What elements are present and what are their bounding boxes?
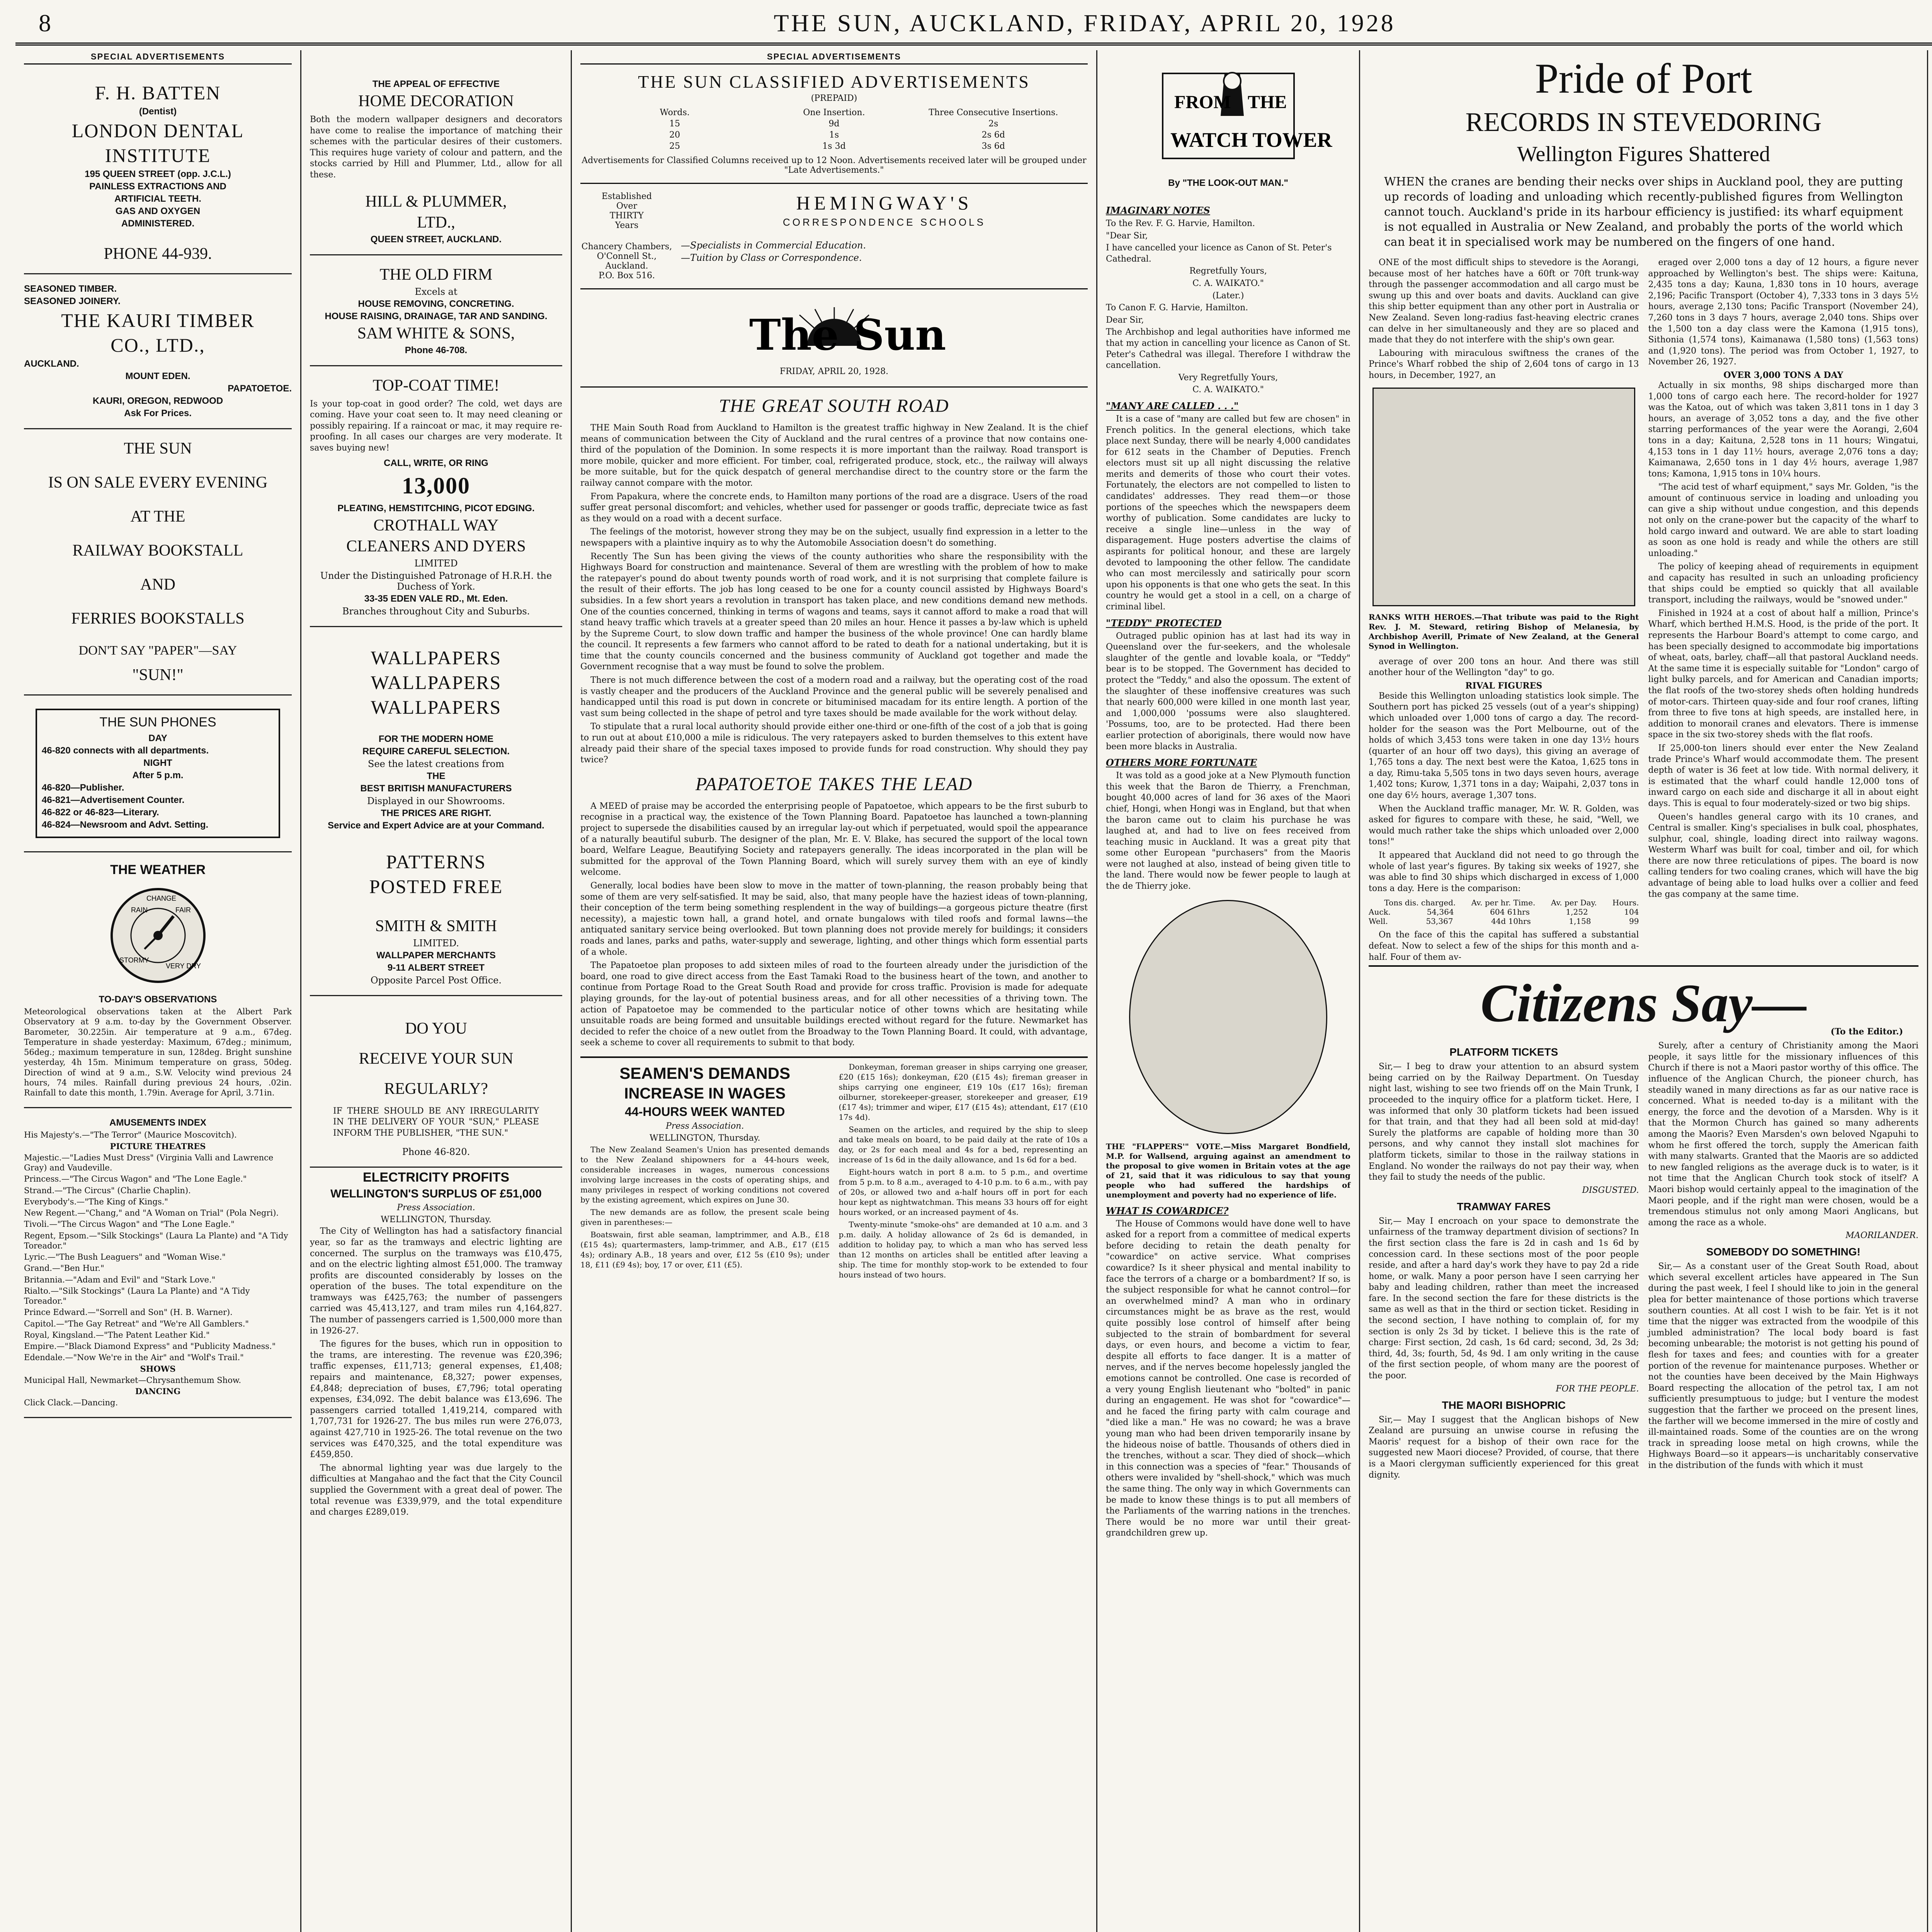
amusements-list [24,1130,292,1408]
story-paragraph: Beside this Wellington unloading statistics look simple. The Southern port has picked 25 vessels (out of a year's shipping) which unloaded over 1,000 tons of cargo a day. The record-holder for the season was the Port Melbourne, out of the holds of which 3,453 tons were taken in one day 13½ hours (quarter of an hour off two days), this giving an average of 1,765 tons a day. The next best were the Katoa, 1,625 tons in a day, Rimu-taka 5,505 tons in two days seven hours, average 1,402 tons; Kurow, 1,371 tons in a day; Waipahi, 2,037 tons in one day 6½ hours, average 1,307 tons. [1369,691,1639,801]
obs-text: Meteorological observations taken at the Albert Park Observatory at 9 a.m. to-day by the Government Observer. Barometer, 30.225in. Air temperature at 9 a.m., 67deg. Temperature in shade yesterday: Maximum, 67deg.; minimum, 56deg.; maximum temperature in sun, 128deg. Bright sunshine yesterday, 4h 15m. Minimum temperature on grass, 50deg. Direction of wind at 9 a.m., S.W. Velocity wind previous 24 hours, 74 miles. Rainfall during previous 24 hours, .02in. Rainfall to date this month, 1.79in. Average for April, 3.71in. [24,1007,292,1097]
story-paragraph: The City of Wellington has had a satisfactory financial year, so far as the tramways and electric lighting are concerned. The surplus on the tramways was £10,475, and on the electric lighting almost £51,000. The tramway profits are discounted considerably by losses on the operation of the buses. The total expenditure on the tramways was £425,763; the number of passengers carried was 45,413,127, and tram miles run 4,164,827. The number of passengers carried is 1,500,000 more than in 1926-27. [310,1226,562,1336]
ad-heading: CORRESPONDENCE SCHOOLS [783,216,986,228]
home-decoration-ad [310,70,562,255]
table-cell: Hours. [1612,898,1639,908]
phones-line: 46-824—Newsroom and Advt. Setting. [42,820,209,830]
ad-line: Established [601,192,652,201]
story-byline: Press Association. [666,1121,744,1131]
story-paragraph: Twenty-minute "smoke-ohs" are demanded at 10 a.m. and 3 p.m. daily. A holiday allowance of 2s 6d is demanded, in addition to holiday pay, to which a man who has served less than 12 months on articles shall be entitled after leaving a ship. The time for monthly stop-work to be extended to four hours instead of two hours. [838,1219,1088,1279]
page-number: 8 [39,9,51,37]
story-crosshead: RIVAL FIGURES [1465,680,1543,691]
amusement-item: PICTURE THEATRES [110,1141,206,1151]
editorial-headline: THE GREAT SOUTH ROAD [719,396,949,416]
story-paragraph: Boatswain, first able seaman, lamptrimmer, and A.B., £18 (£15 4s); quartermasters, lamp-trimmer, and A.B., £17 (£15 4s); ordinary A.B., 18 years and over, £12 5s (£10 9s); under 18, £11 (£9 4s); boy, 17 or over, £11 (£5). [580,1230,830,1269]
amusement-item: Municipal Hall, Newmarket—Chrysanthemum Show. [24,1375,242,1385]
rates-cell: 2s 6d [981,130,1005,140]
rates-cell: 1s [829,130,839,140]
phones-title: THE SUN PHONES [99,715,216,730]
rates-cell: 9d [828,119,840,129]
letter-body: Sir,— As a constant user of the Great South Road, about which several excellent articles have appeared in The Sun during the past week, I feel I should like to join in the general plea for better maintenance of those portions which traverse southern counties. At all cost I wish to be fair. Yet is it not time that the nigger was extracted from the woodpile of this jumbled administration? The local body board is fast becoming unbearable; the motorist is not getting his pound of flesh for taxes and fees; and counties with for a greater portion of the revenue for maintenance purposes. Whether or not the counties have been deceived by the Main Highways Board respecting the allocation of the petrol tax, I am not sufficiently presumptuous to judge; but I venture the modest suggestion that the farther we proceed on the present lines, the farther will we become immersed in the mire of costly and ill-maintained roads. Some of the counties are on the wrong track in spreading loose metal on high crowns, while the Highways Board—so it appears—is uncharitably conservative in the distribution of the funds with which it must [1648,1262,1918,1470]
story-paragraph: It appeared that Auckland did not need to go through the whole of last year's figures. By taking six weeks of 1927, she was able to find 30 ships which discharged in excess of 1,000 tons a day. Here is the comparison: [1369,850,1639,893]
section-headline: Citizens Say— [1369,965,1918,1034]
ad-line: —Tuition by Class or Correspondence. [681,252,862,263]
letter-line: (Later.) [1212,291,1244,301]
ad-line: Ask For Prices. [124,408,192,418]
phones-line: 46-821—Advertisement Counter. [42,795,185,805]
ad-line: THE [427,770,446,781]
rates-cell: 25 [669,141,680,151]
column-5 [1360,50,1928,1932]
ad-line: LIMITED. [413,937,459,949]
logo-text: WATCH TOWER [1170,128,1332,151]
ad-line: QUEEN STREET, AUCKLAND. [370,234,502,245]
bondfield-portrait [1129,900,1327,1134]
dial-label: FAIR [175,906,191,914]
story-dateline: WELLINGTON, Thursday. [650,1133,760,1143]
story-headline: SEAMEN'S DEMANDS [619,1064,791,1082]
ad-line: Service and Expert Advice are at your Command. [328,820,544,831]
ad-line: GAS AND OXYGEN [115,206,201,216]
ad-line: Displayed in our Showrooms. [367,795,505,806]
ad-line: LIMITED [414,558,458,569]
logo-text: THE [1247,92,1287,112]
ad-line: AUCKLAND. [24,359,79,369]
item-heading: OTHERS MORE FORTUNATE [1106,757,1257,769]
ad-line: Years [615,221,639,230]
item-heading: "TEDDY" PROTECTED [1106,617,1222,629]
table-cell: 53,367 [1426,917,1453,926]
story-subhead: WELLINGTON'S SURPLUS OF £51,000 [330,1187,542,1201]
rates-header: One Insertion. [803,108,865,117]
phones-box [36,709,280,838]
ad-heading: HOME DECORATION [358,92,514,110]
topcoat-ad [310,366,562,627]
ad-heading: SMITH & SMITH [375,917,497,935]
table-cell: 1,252 [1566,907,1588,917]
section-label: SPECIAL ADVERTISEMENTS [24,50,292,65]
ad-heading: POSTED FREE [369,875,503,897]
amusement-item: Regent, Epsom.—"Silk Stockings" (Laura La Plante) and "A Tidy Toreador." [24,1231,288,1250]
ad-heading: "SUN!" [132,666,184,684]
ad-line: KAURI, OREGON, REDWOOD [92,396,223,406]
table-cell: 604 61hrs [1490,907,1530,917]
story-paragraph: "The acid test of wharf equipment," says Mr. Golden, "is the amount of continuous service in loading and unloading you can give a ship without undue congestion, and this depends not only on the crane-power but the capacity of the wharf to hold cargo inward and outward. We are able to start loading as soon as one hold is ready and while the others are still unloading." [1648,482,1918,558]
rates-cell: 20 [669,130,680,140]
weather-section [24,852,292,1108]
amusement-item: Rialto.—"Silk Stockings" (Laura La Plante) and "A Tidy Toreador." [24,1286,250,1306]
letter-body: Sir,— I beg to draw your attention to an absurd system being carried on by the Railway Department. On Tuesday night last, wishing to see two friends off on the Main Trunk, I proceeded to the inquiry office for a platform ticket. Here, I was informed that only 30 platform tickets had been issued for that train, and that they had all been sold at mid-day! Surely the platforms are capable of holding more than 30 persons, and why cannot they install slot machines for platform tickets, similar to those in the railway stations in England. No wonder the railways do not pay their way, when they fail to study the needs of the public. [1369,1062,1639,1182]
amusement-item: New Regent.—"Chang," and "A Woman on Trial" (Pola Negri). [24,1208,279,1218]
barometer-icon [108,885,208,986]
photo-caption: THE "FLAPPERS'" VOTE.—Miss Margaret Bondfield, M.P. for Wallsend, arguing against an amendment to the proposal to give women in Britain votes at the age of 21, said that it was ridiculous to say that young people who had suffered the hardships of unemployment and poverty had no experience of life. [1106,1141,1350,1199]
story-subhead: 44-HOURS WEEK WANTED [625,1104,785,1119]
ad-line: Phone 46-820. [402,1146,470,1158]
ad-heading: CO., LTD., [111,334,205,356]
ad-line: —Specialists in Commercial Education. [681,240,866,251]
letter-heading: PLATFORM TICKETS [1449,1046,1558,1058]
amusement-item: DANCING [135,1386,181,1396]
letter-line: To the Rev. F. G. Harvie, Hamilton. [1106,219,1255,228]
phones-line: After 5 p.m. [132,770,184,781]
ad-line: (Dentist) [139,106,177,117]
story-paragraph: Donkeyman, foreman greaser in ships carrying one greaser, £20 (£15 16s); donkeyman, £20 (£15 4s); fireman greaser in ships carrying one engineer, £19 10s (£17 16s); fireman oilburner, storekeeper-greaser, storekeeper and greaser, £19 (£17 4s); trimmer and wiper, £17 (£15 4s); attendant, £17 (£10 17s 4d). [838,1062,1088,1122]
ad-heading: INSTITUTE [105,145,211,166]
hemingway-ad [580,184,1088,289]
ad-heading: THE SUN [124,440,192,457]
story-paragraph: The feelings of the motorist, however strong they may be on the subject, usually find expression in a letter to the newspapers with a plaintive inquiry as to why the Automobile Association doesn't do something. [580,527,1088,548]
ad-line: BEST BRITISH MANUFACTURERS [360,783,512,794]
item-heading: "MANY ARE CALLED . . ." [1106,400,1239,412]
ad-body: Both the modern wallpaper designers and decorators have come to realise the importance of matching their schemes with the particular desires of their customers. This requires huge variety of colour and pattern, and the stocks carried by Hill and Plummer, Ltd., allow for all these. [310,115,562,180]
story-subhead: INCREASE IN WAGES [624,1085,786,1102]
ad-line: ARTIFICIAL TEETH. [114,194,201,204]
ad-phone: PHONE 44-939. [104,245,212,263]
story-byline: Press Association. [397,1203,475,1213]
ad-heading: DO YOU [405,1019,467,1037]
ad-line: Chancery Chambers, [581,242,672,252]
logo-text: FROM [1174,92,1231,112]
column-6 [1928,50,1932,1932]
ad-line: MOUNT EDEN. [125,371,190,381]
section-sub: (To the Editor.) [1830,1027,1903,1037]
story-headline: ELECTRICITY PROFITS [362,1170,510,1185]
paper-date: FRIDAY, APRIL 20, 1928. [779,367,889,376]
letter-line: C. A. WAIKATO." [1192,385,1264,395]
sun-phones-ad [24,696,292,852]
ad-heading: REGULARLY? [384,1080,488,1098]
column-2 [301,50,572,1932]
ad-heading: THE KAURI TIMBER [61,310,255,331]
ad-heading: HILL & PLUMMER, [365,192,507,211]
story-subhead: RECORDS IN STEVEDORING [1465,107,1822,137]
ad-line: 33-35 EDEN VALE RD., Mt. Eden. [364,593,508,604]
letter-body: Surely, after a century of Christianity among the Maori people, it says little for the missionary influences of this Church if there is not a Maori pastor worthy of this office. The influence of the Anglican Church, the pioneer church, has steadily waned in many directions as far as our native race is concerned. What is needed to-day is a militant with the energy, the force and the devotion of a Marsden. Why is it that the Mormon Church has gained so many adherents among the Maoris? Even Marsden's own beloved Ngapuhi to whom he first offered the torch, supply the American faith with many stalwarts. Granted that the Maoris are so addicted to new fangled religions as the average duck is to water, is it not time that the Anglican Church took stock of itself? A Maori bishop would certainly appeal to the imagination of the Maori people, and if the right man were chosen, would be a tremendous stimulus not only among Maori Anglicans, but among the race as a whole. [1648,1041,1918,1228]
ad-heading: WALLPAPERS [371,646,502,668]
table-cell: 1,158 [1569,917,1591,926]
ad-line: See the latest creations from [368,758,504,769]
story-paragraph: A MEED of praise may be accorded the enterprising people of Papatoetoe, which appears to be the first suburb to recognise in a practical way, the existence of the Town Planning Board. Papatoetoe has launched a town-planning project to supersede the disabilities caused by an irregular lay-out which if perpetuated, would spoil the appearance of a naturally beautiful suburb. The designer of the plan, Mr. E. V. Blake, has secured the support of the local town board, Welfare League, Beautifying Society and ratepayers generally. The ideas incorporated in the plan will be submitted for the approval of the Town Planning Board, which will surely survey them with an eye of kindly welcome. [580,801,1088,878]
letter-body: Sir,— May I encroach on your space to demonstrate the unfairness of the tramway department division of sections? In the first section class the fare is 2d in cash and 1s 6d by concession card. In these sections most of the poor people reside, and after a hard day's work they have to pay 2d a ride home, or walk. Many a poor person have I seen carrying her baby and leading children, rather than meet the increased fare. In the second section the fare for these districts is the same as well as that in the third or section ticket. Residing in the second section, I have nothing to complain of, for my section is only 2s 3d by ticket. I believe this is the rate of charge: First section, 2d cash, 1s 6d card; second, 3d, 2s 3d; third, 4d, 3s; fourth, 5d, 4s 9d. I am only writing in the cause of the first section people, of whom many are the poorest of the poor. [1369,1216,1639,1381]
item-heading: IMAGINARY NOTES [1106,205,1210,216]
ad-phone: 13,000 [402,473,470,498]
amusement-item: Capitol.—"The Gay Retreat" and "We're All Gamblers." [24,1319,249,1328]
ad-heading: AND [140,576,175,594]
ad-heading: PATTERNS [386,850,486,872]
ad-heading: RECEIVE YOUR SUN [359,1049,514,1068]
editorial-papatoetoe [580,774,1088,1049]
story-paragraph: Recently The Sun has been giving the views of the county authorities who share the responsibility with the Highways Board for construction and maintenance. Several of them are wrestling with the problem of how to make the ratepayer's pound do about twenty pounds worth of road work, and it is not surprising that complete failure is the result of their efforts. The job has long ceased to be one for a county council assisted by Highways Board's subsidies. In a few short years a revolution in transport has taken place, and new conditions demand new methods. One of the counties concerned, thinking in terms of wagons and teams, says it cannot afford to make a road that will stand heavy traffic which travels at a greater speed than 20 miles an hour. Hence it passes a by-law which is upheld by the Supreme Court, to slow down traffic and hamper the business of the whole province! One can hardly blame the council. It represents a few farmers who cannot afford to be rated to death for a national undertaking, but it is time that the county councils concerned and the business community of Auckland got together and made the Government recognise that a way must be found to solve the problem. [580,551,1088,672]
ad-line: FOR THE MODERN HOME [378,733,494,744]
amusement-item: Strand.—"The Circus" (Charlie Chaplin). [24,1185,191,1195]
amusement-item: Edendale.—"Now We're in the Air" and "Wolf's Trail." [24,1353,244,1362]
ad-line: 9-11 ALBERT STREET [387,962,485,973]
ad-line: SEASONED JOINERY. [24,296,121,306]
story-paragraph: When the Auckland traffic manager, Mr. W. R. Golden, was asked for figures to compare with these, he said, "Well, we would much rather take the ships which unloaded over 2,000 tons!" [1369,804,1639,847]
ad-heading: HEMINGWAY'S [796,192,973,214]
ad-heading: LTD., [417,213,455,231]
amusement-item: Majestic.—"Ladies Must Dress" (Virginia Valli and Lawrence Gray) and Vaudeville. [24,1153,274,1172]
ad-line: SEASONED TIMBER. [24,284,117,294]
ad-line: CALL, WRITE, OR RING [384,457,488,468]
amusement-item: Tivoli.—"The Circus Wagon" and "The Lone Eagle." [24,1219,235,1229]
electricity-story [310,1170,562,1518]
story-headline: Pride of Port [1535,55,1752,102]
watch-tower-icon [1147,58,1332,174]
table-cell: Auck. [1369,907,1391,917]
letter-signature: DISGUSTED. [1582,1185,1639,1195]
ad-heading: IS ON SALE EVERY EVENING [48,474,268,492]
letter-line: I have cancelled your licence as Canon of St. Peter's Cathedral. [1106,243,1332,264]
ad-line: Phone 46-708. [405,345,468,355]
amusement-item: Prince Edward.—"Sorrell and Son" (H. B. Warner). [24,1308,233,1317]
letter-line: Regretfully Yours, [1189,266,1267,276]
column-4 [1097,50,1360,1932]
phones-line: 46-820 connects with all departments. [42,745,209,756]
phones-line: 46-820—Publisher. [42,782,124,793]
dial-label: STORMY [119,956,149,964]
story-paragraph: ONE of the most difficult ships to stevedore is the Aorangi, because most of her hatches have a 60ft or 70ft trunk-way through the passenger accommodation and all cargo must be swung up this and over boats and davits. Auckland can give this ship better equipment than any other port in Australia or New Zealand. Seven long-radius fast-heaving electric cranes can delve in her simultaneously and they are so placed and made that they do not interfere with the ship's own gear. [1369,258,1639,345]
phones-line: 46-822 or 46-823—Literary. [42,807,159,818]
letter-heading: THE MAORI BISHOPRIC [1442,1399,1566,1411]
table-cell: Well. [1369,917,1388,926]
amusement-item: SHOWS [140,1364,176,1374]
story-paragraph: On the face of this the capital has suffered a substantial defeat. Now to select a few of the ships for this month and a-half. Four of them av- [1369,930,1639,962]
kauri-ad [24,274,292,429]
receive-sun-ad [310,996,562,1168]
old-firm-ad [310,255,562,366]
dial-label: VERY DRY [165,962,201,970]
ad-heading: THE OLD FIRM [379,265,493,284]
rates-header: Words. [660,108,690,117]
ad-line: Under the Distinguished Patronage of H.R.H. the Duchess of York. [320,570,552,592]
ad-line: THE APPEAL OF EFFECTIVE [372,79,500,89]
editorial-headline: PAPATOETOE TAKES THE LEAD [695,774,973,794]
amusement-item: Royal, Kingsland.—"The Patent Leather Kid." [24,1330,210,1340]
dial-label: RAIN [131,906,148,914]
column-1 [15,50,301,1932]
ad-heading: SAM WHITE & SONS, [357,324,515,342]
table-cell: Tons dis. charged. [1384,898,1456,908]
letter-heading: SOMEBODY DO SOMETHING! [1706,1246,1861,1258]
letter-line: C. A. WAIKATO." [1192,278,1264,288]
amusement-item: Grand.—"Ben Hur." [24,1264,104,1273]
ad-line: PAINLESS EXTRACTIONS AND [89,181,226,192]
ad-body: IF THERE SHOULD BE ANY IRREGULARITY IN THE DELIVERY OF YOUR "SUN," PLEASE INFORM THE PUBLISHER, "THE SUN." [333,1106,539,1138]
rates-header: Three Consecutive Insertions. [929,108,1058,117]
ad-line: PLEATING, HEMSTITCHING, PICOT EDGING. [337,503,535,514]
story-paragraph: average of over 200 tons an hour. And there was still another hour of the Wellington "day" to go. [1369,656,1639,678]
ad-line: THIRTY [610,211,644,221]
phones-line: NIGHT [143,758,172,768]
ad-line: Auckland. [605,261,648,271]
classified-rates [580,71,1088,184]
rates-cell: 2s [988,119,998,129]
imaginary-notes [1106,205,1350,396]
amusements-index [24,1108,292,1418]
amusement-item: Britannia.—"Adam and Evil" and "Stark Love." [24,1275,216,1284]
story-paragraph: Queen's handles general cargo with its 10 cranes, and Central is smaller. King's specialises in bulk coal, phosphates, sulphur, coal, shingle, loading direct into railway wagons. Westerm Wharf was built for coal, timber and oil, for which there are now three reticulations of pipes. The board is now calling tenders for two coaling cranes, which will have the big advantage of being able to load hulks over a collier and feed the gas company at the same time. [1648,812,1918,899]
ad-heading: AT THE [130,508,185,526]
dial-label: CHANGE [146,895,176,902]
masthead-title: THE SUN, AUCKLAND, FRIDAY, APRIL 20, 1928 [774,9,1396,37]
letter-heading: TRAMWAY FARES [1457,1200,1551,1213]
ad-heading: RAILWAY BOOKSTALL [72,542,243,560]
ad-heading: LONDON DENTAL [71,120,244,141]
story-paragraph: The figures for the buses, which run in opposition to the trams, are interesting. The revenue was £20,396; traffic expenses, £11,713; general expenses, £1,408; repairs and maintenance, £8,327; power expenses, £4,848; depreciation of buses, £7,796; total operating expenses, £34,092. The debit balance was £13,696. The passengers carried totalled 1,419,214, compared with 1,707,731 for 1926-27. The bus miles run were 276,073, against 427,710 in 1925-26. The total revenue on the two services was £470,325, and the total expenditure was £459,850. [310,1339,562,1460]
ad-heading: CROTHALL WAY [373,516,499,534]
story-paragraph: It was told as a good joke at a New Plymouth function this week that the Baron de Thierry, a Frenchman, bought 40,000 acres of land for 36 axes of the Maori chief, Hongi, when Hongi was in England, but that when the baron came out to claim his purchase he was laughed at, and had to live on fees received from teaching music in Auckland. It was a great pity that some other European "purchasers" from the Maoris were not laughed at also, instead of being given title to the land. There would now be fewer people to laugh at the de Thierry joke. [1106,771,1350,891]
story-dateline: WELLINGTON, Thursday. [381,1215,492,1225]
amusement-item: Princess.—"The Circus Wagon" and "The Lone Eagle." [24,1174,247,1184]
rates-cell: 1s 3d [822,141,846,151]
story-paragraph: THE Main South Road from Auckland to Hamilton is the greatest traffic highway in New Zealand. It is the chief means of communication between the City of Auckland and the rural centres of a province that now contains one-third of the population of the Dominion. In some respects it is more important than the railway. Road transport is more mobile, quicker and more efficient. For timber, coal, refrigerated produce, stock, etc., the railway will always be more suitable, but for the quick despatch of general merchandise direct to the country store or the farm the railway cannot compare with the motor. [580,423,1088,488]
story-paragraph: Finished in 1924 at a cost of about half a million, Prince's Wharf, which berthed H.M.S. Hood, is the pride of the port. It represents the Harbour Board's attempt to come cargo, and has been specially designed to accommodate big importations of wheat, oats, barley, chaff—all that pastoral Auckland needs. At the same time it is especially suitable for "London" cargo of light bulky parcels, and for American and Canadian imports; the flat roofs of the two-storey sheds often holding hundreds of motor-cars. Thirteen quay-side and four roof cranes, lifting from three to five tons at high speeds, are installed here, in addition to monorail cranes and elevators. There is immense space in the six two-storey sheds with the flat roofs. [1648,608,1918,740]
table-cell: 99 [1629,917,1639,926]
letter-line: The Archbishop and legal authorities have informed me that my action in cancelling your licence as Canon of St. Peter's Cathedral was illegal. Therefore I withdraw the cancellation. [1106,327,1350,371]
ad-heading: TOP-COAT TIME! [372,376,500,395]
story-paragraph: Eight-hours watch in port 8 a.m. to 5 p.m., and overtime from 5 p.m. to 8 a.m., averaged to 4-10 p.m. to 6 a.m., with pay of 20s, or allowed two and a-half hours off in port for each hour kept as nightwatchman. This means 33 hours off for eight hours worked, or an increased payment of 4s. [838,1167,1088,1217]
obs-title: TO-DAY'S OBSERVATIONS [99,994,217,1005]
pride-of-port-story [1369,54,1918,965]
ad-line: Branches throughout City and Suburbs. [342,605,530,617]
ad-line: Over [616,201,637,211]
story-paragraph: If 25,000-ton liners should ever enter the New Zealand trade Prince's Wharf would accommodate them. The present depth of water is 36 feet at low tide. With normal delivery, it is estimated that the wharf could handle 12,000 tons of inward cargo on each side and discharge it all in about eight days. This is equal to four moderately-sized or two big ships. [1648,743,1918,808]
letter-signature: MAORILANDER. [1845,1231,1918,1241]
amusement-item: Lyric.—"The Bush Leaguers" and "Woman Wise." [24,1252,226,1262]
letter-line: Dear Sir, [1106,315,1144,325]
story-crosshead: OVER 3,000 TONS A DAY [1723,370,1844,380]
masthead [15,4,1932,46]
ad-line: THE PRICES ARE RIGHT. [381,808,492,818]
table-cell: 104 [1624,907,1639,917]
table-cell: 44d 10hrs [1491,917,1531,926]
story-paragraph: Actually in six months, 98 ships discharged more than 1,000 tons of cargo each here. The record-holder for 1927 was the Katoa, out of which was taken 3,811 tons in 1 day 3 hours, an average of 3,052 tons a day, and the five other starring performances of the year were the Aorangi, 2,604 tons in a day; Kaituna, 2,528 tons in 11 hours; Wingatui, 4,153 tons in 1 day 11½ hours, average 2,076 tons a day; Kaimanawa, 2,650 tons in 1 day 4½ hours, average 1,987 tons; Kamona, 1,915 tons in 10¼ hours. [1648,380,1918,479]
classified-sub: (PREPAID) [811,94,857,103]
ad-line: ADMINISTERED. [121,218,195,229]
paper-name: The Sun [749,310,946,360]
column-3 [572,50,1097,1932]
ad-heading: WALLPAPERS [371,671,502,693]
ad-heading: DON'T SAY "PAPER"—SAY [78,643,237,658]
ad-line: Opposite Parcel Post Office. [370,975,502,986]
photo-caption: RANKS WITH HEROES.—That tribute was paid to the Right Rev. J. M. Steward, retiring Bishop of Melanesia, by Archbishop Averill, Primate of New Zealand, at the General Synod in Wellington. [1369,612,1639,651]
paper-flag [580,289,1088,388]
classified-heading: THE SUN CLASSIFIED ADVERTISEMENTS [638,72,1030,92]
story-paragraph: There is not much difference between the cost of a modern road and a railway, but the operating cost of the road is vastly cheaper and the producers of the Auckland Province and the general public will be severely penalised and handicapped until this road is put down in concrete or bituminised macadam for its entire length. A portion of the vast sum being collected in the shape of petrol and tyre taxes should be made available for the work without delay. [580,675,1088,718]
amusement-item: Everybody's.—"The King of Kings." [24,1197,168,1206]
editorial-great-south-road [580,395,1088,766]
story-paragraph: Labouring with miraculous swiftness the cranes of the Prince's Wharf robbed the ship of 2,604 tons of cargo in 13 hours, in December, 1927, an [1369,348,1639,380]
amusement-item: Empire.—"Black Diamond Express" and "Publicity Madness." [24,1342,276,1351]
letter-line: Very Regretfully Yours, [1178,372,1278,383]
ad-line: REQUIRE CAREFUL SELECTION. [362,746,510,757]
story-paragraph: From Papakura, where the concrete ends, to Hamilton many portions of the road are a disgrace. Users of the road suffer great personal discomfort; and vehicles, whether used for passenger or goods traffic, depreciate twice as fast as they would on a road with a decent surface. [580,492,1088,524]
ad-line: HOUSE RAISING, DRAINAGE, TAR AND SANDING. [325,311,548,321]
item-heading: WHAT IS COWARDICE? [1106,1205,1229,1216]
rates-cell: 3s 6d [981,141,1005,151]
story-paragraph: The Papatoetoe plan proposes to add sixteen miles of road to the fourteen already under the jurisdiction of the board, one road to give direct access from the East Tamaki Road to the business heart of the town, and another to continue from Portage Road to the Great South Road and provide for cross traffic. Provision is made for adequate playing grounds, for the lay-out of potential business areas, and for all other necessities of a thriving town. The action of Papatoetoe may be commended to the particular notice of other towns which are hesitating while unsuitable roads are being formed and unsuitable buildings erected without regard for the future. Newmarket has decided to refer the choice of a new outlet from the Broadway to the Town Planning Board. It could, with advantage, seek a scheme to cover all requirements to submit to that body. [580,961,1088,1048]
letter-body: Sir,— May I suggest that the Anglican bishops of New Zealand are pursuing an unwise course in refusing the Maoris' request for a bishop of their own race for the suggested new Maori diocese? Provided, of course, that there is a Maori clergyman sufficiently experienced for this great dignity. [1369,1415,1639,1480]
table-cell: Av. per Day. [1551,898,1597,908]
classified-note: Advertisements for Classified Columns received up to 12 Noon. Advertisements received later will be grouped under "Late Advertisements." [582,156,1087,175]
letter-signature: FOR THE PEOPLE. [1556,1384,1639,1394]
ad-line: 195 QUEEN STREET (opp. J.C.L.) [85,169,231,179]
watch-tower-header [1106,50,1350,200]
story-paragraph: The new demands are as follow, the present scale being given in parentheses:— [580,1207,830,1227]
letter-line: To Canon F. G. Harvie, Hamilton. [1106,303,1248,313]
citizens-say-section [1369,965,1918,1483]
amusements-title: AMUSEMENTS INDEX [109,1117,206,1128]
ad-line: HOUSE REMOVING, CONCRETING. [358,298,514,309]
story-paragraph: The policy of keeping ahead of requirements in equipment and capacity has resulted in such an unloading proficiency that ships could be emptied so quickly that all available transport, including the railways, would be "snowed under." [1648,562,1918,605]
rates-table [596,108,1072,151]
table-cell: Av. per hr. Time. [1471,898,1536,908]
sun-sale-ad [24,429,292,696]
story-paragraph: It is a case of "many are called but few are chosen" in French politics. In the general elections, which take place next Sunday, there will be nearly 4,000 candidates for 612 seats in the Chamber of Deputies. French electors must sit up all night discussing the relative merits and demerits of those who court their votes. Fortunately, the electors are not compelled to listen to candidates' addresses. They read them—or those portions of the speeches which the newspapers deem worthy of publication. Some candidates are lucky to receive a single line—unless in the way of disparagement. Huge posters advertise the claims of aspirants for political honour, and these are largely devoted to lampooning the other fellow. The candidate who can most mercilessly and satirically pour scorn upon his opponents is that one who gets the seat. In this country he would get a stool in a cell, on a charge of criminal libel. [1106,414,1350,612]
letter-line: "Dear Sir, [1106,231,1148,241]
ad-line: O'Connell St., [597,252,657,261]
ad-line: WALLPAPER MERCHANTS [376,950,496,961]
story-paragraph: Seamen on the articles, and required by the ship to sleep and take meals on board, to be paid daily at the rate of 10s a day, or 2s for each meal and 4s for a bed, representing an increase of 1s 6d in the daily allowance, and 1s 6d for a bed. [838,1124,1088,1164]
story-subhead: Wellington Figures Shattered [1517,142,1770,166]
ad-line: P.O. Box 516. [599,271,655,281]
ad-heading: FERRIES BOOKSTALLS [71,610,245,628]
story-paragraph: The New Zealand Seamen's Union has presented demands to the New Zealand shipowners for a 44-hours week, considerable increases in wages, numerous concessions involving large increases in the costs of operating ships, and many privileges in respect of working conditions not covered by the existing agreement, which expires on June 30. [580,1145,830,1204]
table-cell: 54,364 [1427,907,1454,917]
ad-line: Excels at [415,286,457,297]
ad-heading: CLEANERS AND DYERS [346,537,526,555]
story-paragraph: Outraged public opinion has at last had its way in Queensland over the fur-seekers, and the wholesale slaughter of the gentle and lovable koala, or "Teddy" bear is to be stopped. The Government has decided to protect the "Teddy," and also the opossum. The extent of the slaughter of these inoffensive creatures was such that nearly 600,000 were killed in one month last year, and 1,000,000 'possums were also slaughtered. 'Possums, too, are to be protected. Had there been earlier protection of aboriginals, there would now have been more blacks in Australia. [1106,631,1350,752]
story-paragraph: eraged over 2,000 tons a day of 12 hours, a figure never approached by Wellington's best. The ships were: Kaituna, 2,435 tons a day; Kauna, 1,830 tons in 10 hours, average 2,196; Pacific Transport (October 4), 7,333 tons in 3 days 5½ hours, average 2,130 tons; Pacific Transport (November 24), 7,260 tons in 3 days 7 hours, average 2,040 tons. Ships over the 1,500 ton a day class were the Kamona (1,915 tons), Sithonia (1,574 tons), Kaimanawa (1,580 tons) (1,563 tons) and (1,920 tons). The period was from October 1, 1927, to November 26, 1927. [1648,258,1918,367]
section-label: SPECIAL ADVERTISEMENTS [580,50,1088,65]
amusement-item: His Majesty's.—"The Terror" (Maurice Moscovitch). [24,1130,237,1140]
seamen-story [580,1056,1088,1282]
amusement-item: Click Clack.—Dancing. [24,1398,118,1408]
ad-body: Is your top-coat in good order? The cold, wet days are coming. Have your coat seen to. It may need cleaning or possibly repairing. If a raincoat or mac, it may require re-proofing. In all cases our charges are very moderate. It saves buying new! [310,399,562,453]
story-paragraph: To stipulate that a rural local authority should provide either one-third or one-fifth of the cost of a job that is going to run out at about £10,000 a mile is ridiculous. The very ratepayers asked to burden themselves to this extent have already paid their share of the special taxes imposed to provide funds for road construction. Why should they pay twice? [580,722,1088,765]
sun-logo-icon [660,299,1008,361]
story-paragraph: The abnormal lighting year was due largely to the difficulties at Mangahao and the fact that the City Council supplied the Government with a great deal of power. The total revenue was £339,979, and the total expenditure and charges £289,019. [310,1463,562,1517]
story-lead: WHEN the cranes are bending their necks over ships in Auckland pool, they are putting up records of loading and unloading which recently-published figures from Wellington cannot touch. Auckland's pride in its harbour efficiency is justified: its wharf equipment is not equalled in Australia or New Zealand, and probably the ports of the world which can beat it in specialised work may be numbered on the fingers of one hand. [1384,175,1903,249]
story-paragraph: The House of Commons would have done well to have asked for a report from a committee of medical experts before deciding to retain the death penalty for "cowardice" on active service. What comprises cowardice? Is it sheer physical and mental inability to face the terrors of a charge or a bombardment? If so, is the subject responsible for what he cannot control—for an overwhelmed mind? A man who in ordinary circumstances might be as brave as the rest, would quite possibly lose control of himself after being subjected to the strain of bombardment for several days, or even hours, and become a victim to fear, despite all efforts to face danger. It is a matter of nerves, and if the nerves become hopelessly jangled the emotions cannot be controlled. One case is recorded of a very young English lieutenant who "bolted" in panic during an engagement. He was shot for "cowardice"—and he faced the firing party with calm courage and "died like a man." He was no coward; he was a brave young man who had been driven temporarily insane by the hideous noise of battle. Thousands of others died in the trenches, without a scar. They died of shock—which in this connection was a species of "fear." Thousands of others were invalided by "shell-shock," which was much the same thing. The only way in which Governments can be made to know these things is to put all members of the Parliaments of the warring nations in the trenches. There would be no more war until their great-grandchildren grew up. [1106,1219,1350,1538]
wallpapers-ad [310,627,562,996]
ad-heading: WALLPAPERS [371,696,502,718]
rates-cell: 15 [669,119,680,129]
ad-heading: F. H. BATTEN [95,82,221,104]
column-byline: By "THE LOOK-OUT MAN." [1168,178,1288,188]
ad-line: PAPATOETOE. [228,383,292,394]
comparison-table [1369,898,1639,926]
story-paragraph: Generally, local bodies have been slow to move in the matter of town-planning, the reason probably being that some of them are very self-satisfied. It may be said, also, that many people have the haziest ideas of town-planning, their conception of the term being something resplendent in the way of buildings—a gorgeous picture theatre (first necessity), a majestic town hall, a grand hotel, and ornate bungalows with tiled roofs and formal lawns—the antiquated sanitary service being overlooked. But town planning does not provide merely for buildings; it considers roads and lanes, parks and paths, water-supply and sewerage, lighting, and other things which form essential parts of a whole. [580,881,1088,957]
batten-ad [24,71,292,274]
steward-photo [1372,388,1635,606]
phones-line: DAY [148,733,167,743]
weather-title: THE WEATHER [110,862,206,877]
